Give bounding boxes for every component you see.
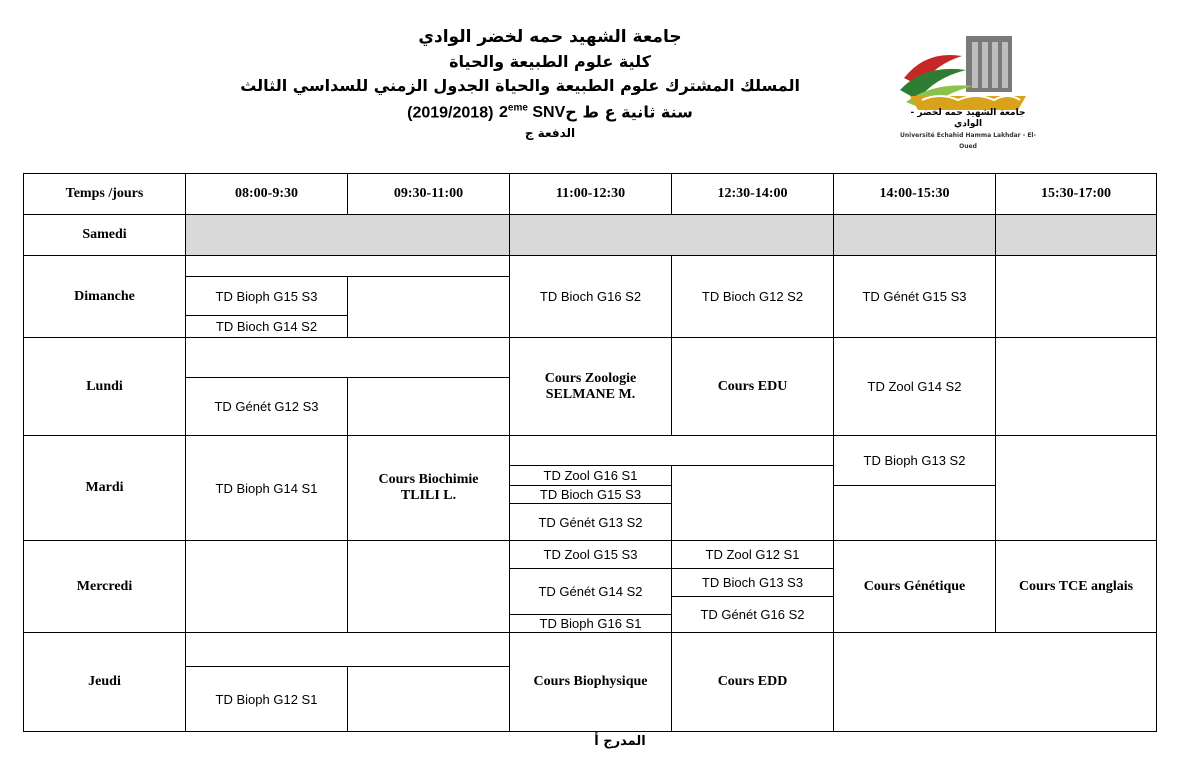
slot-header: 12:30-14:00 — [672, 174, 834, 215]
empty-cell — [186, 541, 348, 633]
day-label: Samedi — [24, 215, 186, 256]
empty-cell — [186, 215, 510, 256]
level-code: 2eme SNV — [499, 103, 566, 122]
session-cell: TD Bioph G14 S1 — [186, 436, 348, 541]
session-cell: TD Zool G12 S1 — [672, 541, 834, 569]
session-cell: TD Génét G13 S2 — [510, 504, 672, 541]
empty-cell — [996, 436, 1157, 541]
session-cell: TD Bioph G12 S1 — [186, 667, 348, 732]
slot-header: 15:30-17:00 — [996, 174, 1157, 215]
session-cell: TD Bioch G15 S3 — [510, 486, 672, 504]
academic-year: (2019/2018) — [407, 104, 494, 122]
session-cell: TD Bioch G12 S2 — [672, 256, 834, 338]
row-samedi — [24, 215, 1157, 256]
row-dimanche — [24, 256, 1157, 277]
header-row — [24, 174, 1157, 215]
day-label: Jeudi — [24, 633, 186, 732]
timetable — [23, 173, 1157, 732]
empty-cell — [186, 338, 510, 378]
day-label: Dimanche — [24, 256, 186, 338]
session-cell: TD Génét G15 S3 — [834, 256, 996, 338]
day-label: Mardi — [24, 436, 186, 541]
faculty-name: كلية علوم الطبيعة والحياة — [449, 52, 651, 71]
empty-cell — [996, 256, 1157, 338]
session-cell: TD Zool G14 S2 — [834, 338, 996, 436]
session-cell: TD Génét G12 S3 — [186, 378, 348, 436]
session-cell: TD Bioph G16 S1 — [510, 615, 672, 633]
row-jeudi — [24, 633, 1157, 667]
empty-cell — [348, 667, 510, 732]
empty-cell — [834, 486, 996, 541]
session-cell: TD Bioph G13 S2 — [834, 436, 996, 486]
empty-cell — [348, 541, 510, 633]
document-header — [240, 24, 800, 142]
session-cell: TD Bioch G16 S2 — [510, 256, 672, 338]
day-label: Lundi — [24, 338, 186, 436]
session-cell: Cours Biochimie TLILI L. — [348, 436, 510, 541]
empty-cell — [834, 215, 996, 256]
empty-cell — [672, 466, 834, 541]
program-title: المسلك المشترك علوم الطبيعة والحياة الجدول الزمني للسداسي الثالث — [240, 76, 800, 95]
session-cell: Cours TCE anglais — [996, 541, 1157, 633]
slot-header: 11:00-12:30 — [510, 174, 672, 215]
room-label: المدرج أ — [594, 734, 646, 749]
session-cell: TD Bioch G13 S3 — [672, 569, 834, 597]
logo-caption: جامعة الشهيد حمه لخضر - الوادي Université Echahid Hamma Lakhdar - El-Oued — [900, 108, 1036, 150]
slot-header: 09:30-11:00 — [348, 174, 510, 215]
row-mercredi — [24, 541, 1157, 569]
session-cell: Cours EDD — [672, 633, 834, 732]
slot-header: 14:00-15:30 — [834, 174, 996, 215]
session-cell: TD Génét G14 S2 — [510, 569, 672, 615]
row-lundi — [24, 338, 1157, 378]
group-label: الدفعة ج — [524, 126, 576, 141]
corner-cell: Temps /jours — [24, 174, 186, 215]
session-cell: Cours Biophysique — [510, 633, 672, 732]
session-cell: Cours Zoologie SELMANE M. — [510, 338, 672, 436]
slot-header: 08:00-9:30 — [186, 174, 348, 215]
row-mardi — [24, 436, 1157, 466]
session-cell: Cours Génétique — [834, 541, 996, 633]
empty-cell — [996, 215, 1157, 256]
session-cell: TD Génét G16 S2 — [672, 597, 834, 633]
empty-cell — [996, 338, 1157, 436]
empty-cell — [186, 256, 510, 277]
session-cell: TD Zool G16 S1 — [510, 466, 672, 486]
empty-cell — [510, 436, 834, 466]
year-line — [300, 98, 800, 124]
session-cell: TD Bioch G14 S2 — [186, 316, 348, 338]
empty-cell — [510, 215, 834, 256]
empty-cell — [186, 633, 510, 667]
day-label: Mercredi — [24, 541, 186, 633]
session-cell: TD Zool G15 S3 — [510, 541, 672, 569]
year-prefix: سنة ثانية ع ط ح — [565, 102, 693, 122]
session-cell: TD Bioph G15 S3 — [186, 277, 348, 316]
empty-cell — [348, 378, 510, 436]
session-cell: Cours EDU — [672, 338, 834, 436]
empty-cell — [834, 633, 1157, 732]
empty-cell — [348, 277, 510, 338]
university-name: جامعة الشهيد حمه لخضر الوادي — [418, 27, 682, 47]
